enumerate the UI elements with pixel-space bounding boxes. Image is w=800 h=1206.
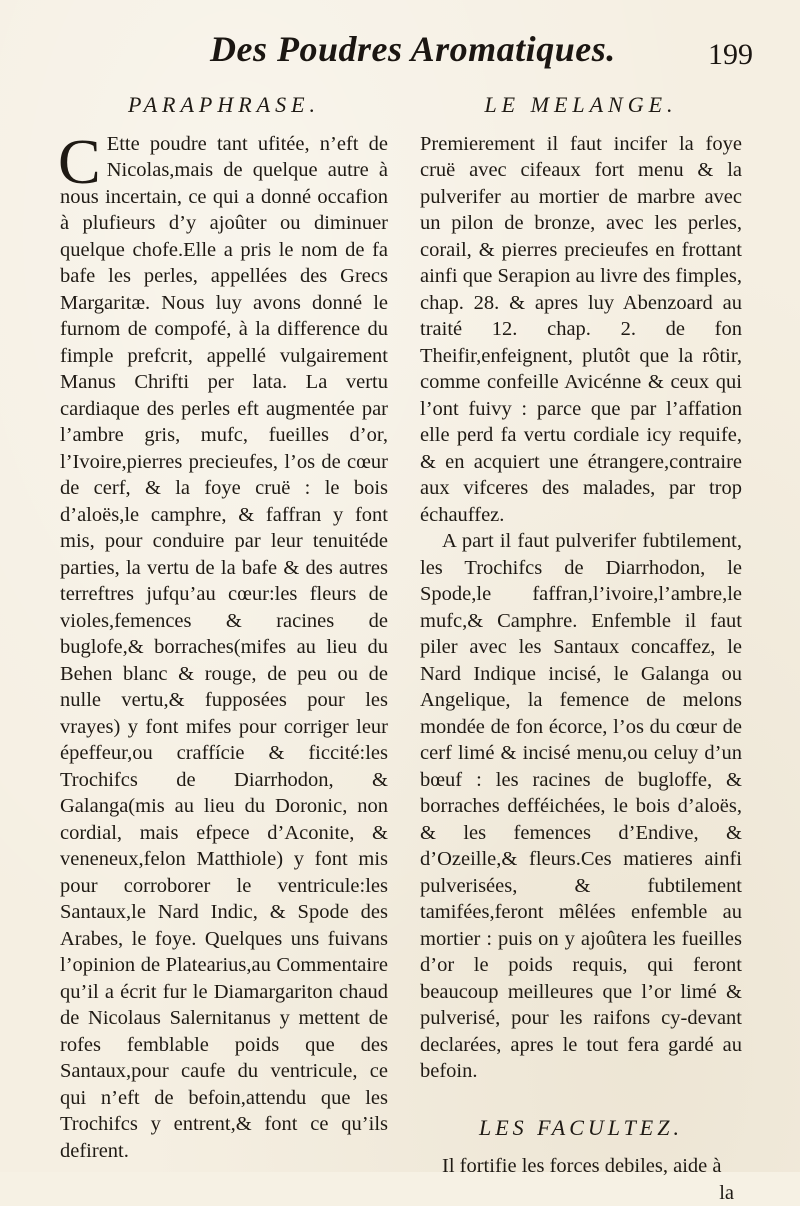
facultez-heading: LES FACULTEZ. — [420, 1115, 742, 1142]
paraphrase-heading: PARAPHRASE. — [60, 92, 388, 119]
right-column — [420, 92, 742, 1206]
catchword: la — [420, 1180, 734, 1206]
running-title: Des Poudres Aromatiques. — [210, 28, 616, 70]
melange-paragraph-1: Premierement il faut incifer la foye cruë avec cifeaux fort menu & la pulverifer au mortier de marbre avec un pilon de bronze, avec les perles, corail, & pierres precieufes en frottant ainfi que Serapion au livre des fimples, chap. 28. & apres luy Abenzoard au traité 12. chap. 2. de fon Theifir,enfeignent, plutôt que la rôtir, comme confeille Avicénne & ceux qui l’ont fuivy : parce que par l’affation elle perd fa vertu cordiale icy requife, & en acquiert une étrangere,contraire aux vifceres des malades, par trop échauffez. — [420, 131, 742, 529]
facultez-paragraph: Il fortifie les forces debiles, aide à — [420, 1153, 742, 1180]
drop-cap: C — [58, 137, 101, 187]
paraphrase-paragraph — [60, 131, 388, 1165]
page-number: 199 — [708, 38, 753, 72]
left-column — [60, 92, 388, 1164]
melange-paragraph-2: A part il faut pulverifer fubtilement, les Trochifcs de Diarrhodon, le Spode,le faffran,l’ivoire,l’ambre,le mufc,& Camphre. Enfemble il faut piler avec les Santaux concaffez, le Nard Indique incisé, le Galanga ou Angelique, la femence de melons mondée de fon écorce, l’os du cœur de cerf limé & incisé menu,ou celuy d’un bœuf : les racines de bugloffe, & borraches defféichées, le bois d’aloës, & les femences d’Endive, & d’Ozeille,& fleurs.Ces matieres ainfi pulverisées, & fubtilement tamifées,feront mêlées enfemble au mortier : puis on y ajoûtera les fueilles d’or le poids requis, qui feront beaucoup meilleures que l’or limé & pulverisé, pour les raifons cy-devant declarées, apres le tout fera gardé au befoin. — [420, 528, 742, 1085]
melange-heading: LE MELANGE. — [420, 92, 742, 119]
paraphrase-text: Ette poudre tant ufitée, n’eft de Nicolas,mais de quelque autre à nous incertain, ce qui a donné occafion à plufieurs d’y ajoûter ou diminuer quelque chofe.Elle a pris le nom de fa bafe les perles, appellées des Grecs Margaritæ. Nous luy avons donné le furnom de compofé, à la difference du fimple prefcrit, appellé vulgairement Manus Chrifti per lata. La vertu cardiaque des perles eft augmentée par l’ambre gris, mufc, fueilles d’or, l’Ivoire,pierres precieufes, l’os de cœur de cerf, & la foye cruë : le bois d’aloës,le camphre, & faffran y font mis, pour conduire par leur tenuitéde parties, la vertu de la bafe & des autres terreftres jufqu’au cœur:les fleurs de violes,femences & racines de buglofe,& borraches(mifes au lieu du Behen blanc & rouge, de peu ou de nulle vertu,& fupposées pour les vrayes) y font mifes pour corriger leur épeffeur,ou craffície & ficcité:les Trochifcs de Diarrhodon, & Galanga(mis au lieu du Doronic, non cordial, mais efpece d’Aconite, & veneneux,felon Matthiole) y font mis pour corroborer le ventricule:les Santaux,le Nard Indic, & Spode des Arabes, le foye. Quelques uns fuivans l’opinion de Platearius,au Commentaire qu’il a écrit fur le Diamargariton chaud de Nicolaus Salernitanus y mettent de rofes femblable poids que des Santaux,pour caufe du ventricule, ce qui n’eft de befoin,attendu que les Trochifcs y entrent,& font ce qu’ils defirent. — [60, 133, 388, 1162]
